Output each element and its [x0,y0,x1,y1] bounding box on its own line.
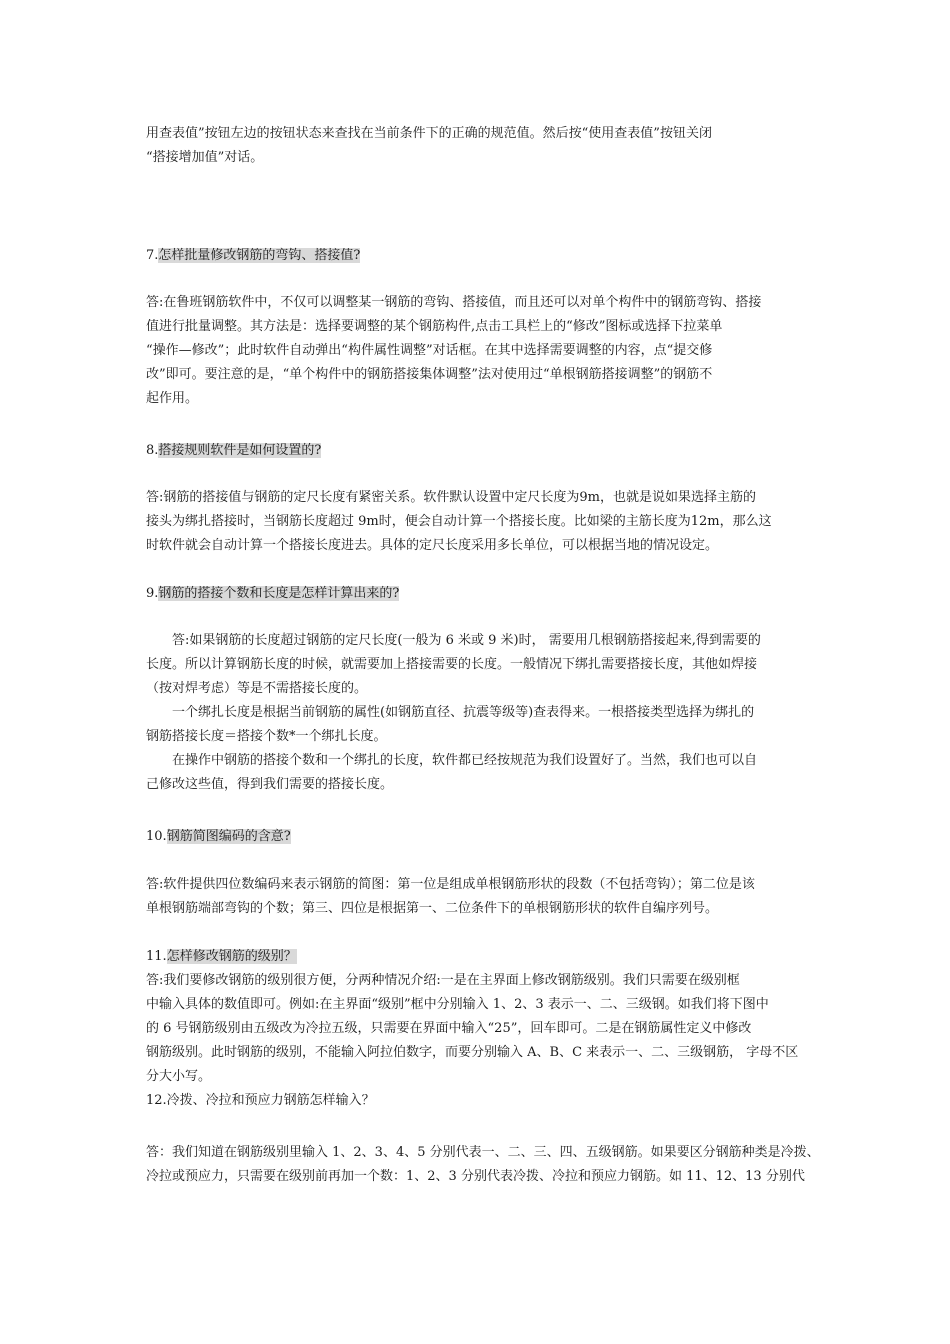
text-line: 答:我们要修改钢筋的级别很方便，分两种情况介绍:一是在主界面上修改钢筋级别。我们只需要在级别框 [146,973,740,988]
text-line: “操作—修改”；此时软件自动弹出“构件属性调整”对话框。在其中选择需要调整的内容，点“提交修 [146,343,713,358]
q10-heading [146,825,810,849]
text-line: 在操作中钢筋的搭接个数和一个绑扎的长度，软件都已经按规范为我们设置好了。当然，我们也可以自 [172,753,758,768]
q7-heading [146,244,810,268]
q11-section [146,945,810,1113]
text-line: 中输入具体的数值即可。例如:在主界面“级别”框中分别输入 1、2、3 表示一、二、三级钢。如我们将下图中 [146,997,769,1012]
text-line: 分大小写。 [146,1069,212,1084]
text-line: 钢筋搭接长度＝搭接个数*一个绑扎长度。 [146,729,387,744]
q11-title: 怎样修改钢筋的级别？ [166,949,297,964]
q7-answer [146,291,810,411]
text-line: 接头为绑扎搭接时，当钢筋长度超过 9m时，便会自动计算一个搭接长度。比如梁的主筋长度为12m，那么这 [146,514,772,529]
text-line: 改”即可。要注意的是，“单个构件中的钢筋搭接集体调整”法对使用过“单根钢筋搭接调整”的钢筋不 [146,367,713,382]
q9-heading [146,582,810,606]
q8-number: 8. [146,443,159,458]
q8-title: 搭接规则软件是如何设置的? [158,443,322,458]
q10-title: 钢筋简图编码的含意? [166,829,291,844]
text-line: 答:在鲁班钢筋软件中，不仅可以调整某一钢筋的弯钩、搭接值，而且还可以对单个构件中的钢筋弯钩、搭接 [146,295,762,310]
q9-number: 9. [146,586,159,601]
text-line: 冷拉或预应力，只需要在级别前再加一个数：1、2、3 分别代表冷拨、冷拉和预应力钢筋。如 11、12、13 分别代 [146,1169,805,1184]
text-line: 答：我们知道在钢筋级别里输入 1、2、3、4、5 分别代表一、二、三、四、五级钢筋。如果要区分钢筋种类是冷拨、 [146,1145,820,1160]
text-line: 长度。所以计算钢筋长度的时候，就需要加上搭接需要的长度。一般情况下绑扎需要搭接长度，其他如焊接 [146,657,758,672]
text-line: 用查表值”按钮左边的按钮状态来查找在当前条件下的正确的规范值。然后按“使用查表值”按钮关闭 [146,126,712,141]
text-line: 时软件就会自动计算一个搭接长度进去。具体的定尺长度采用多长单位，可以根据当地的情况设定。 [146,538,719,553]
q8-answer [146,486,810,558]
text-line: 答:软件提供四位数编码来表示钢筋的简图：第一位是组成单根钢筋形状的段数（不包括弯钩）；第二位是该 [146,877,755,892]
q12-answer [146,1141,820,1189]
text-line: 的 6 号钢筋级别由五级改为冷拉五级，只需要在界面中输入“25”，回车即可。二是在钢筋属性定义中修改 [146,1021,752,1036]
text-line: 己修改这些值，得到我们需要的搭接长度。 [146,777,394,792]
text-line: （按对焊考虑）等是不需搭接长度的。 [146,681,368,696]
q10-number: 10. [146,829,167,844]
text-line: 答:如果钢筋的长度超过钢筋的定尺长度(一般为 6 米或 9 米)时， 需要用几根钢筋搭接起来,得到需要的 [172,633,761,648]
text-line: “搭接增加值”对话。 [146,150,264,165]
q8-heading [146,439,810,463]
q10-answer [146,873,810,921]
q7-number: 7. [146,248,159,263]
text-line: 答:钢筋的搭接值与钢筋的定尺长度有紧密关系。软件默认设置中定尺长度为9m，也就是说如果选择主筋的 [146,490,756,505]
q7-title: 怎样批量修改钢筋的弯钩、搭接值? [158,248,361,263]
q9-title: 钢筋的搭接个数和长度是怎样计算出来的? [158,586,400,601]
q11-number: 11. [146,949,167,964]
text-line: 值进行批量调整。其方法是：选择要调整的某个钢筋构件,点击工具栏上的“修改”图标或选择下拉菜单 [146,319,723,334]
q12-title: 12.冷拨、冷拉和预应力钢筋怎样输入？ [146,1093,375,1108]
text-line: 单根钢筋端部弯钩的个数；第三、四位是根据第一、二位条件下的单根钢筋形状的软件自编序列号。 [146,901,719,916]
text-line: 钢筋级别。此时钢筋的级别，不能输入阿拉伯数字，而要分别输入 A、B、C 来表示一、二、三级钢筋， 字母不区 [146,1045,799,1060]
intro-paragraph [146,122,810,170]
text-line: 一个绑扎长度是根据当前钢筋的属性(如钢筋直径、抗震等级等)查表得来。一根搭接类型选择为绑扎的 [172,705,755,720]
q9-answer [146,629,810,797]
text-line: 起作用。 [146,391,199,406]
